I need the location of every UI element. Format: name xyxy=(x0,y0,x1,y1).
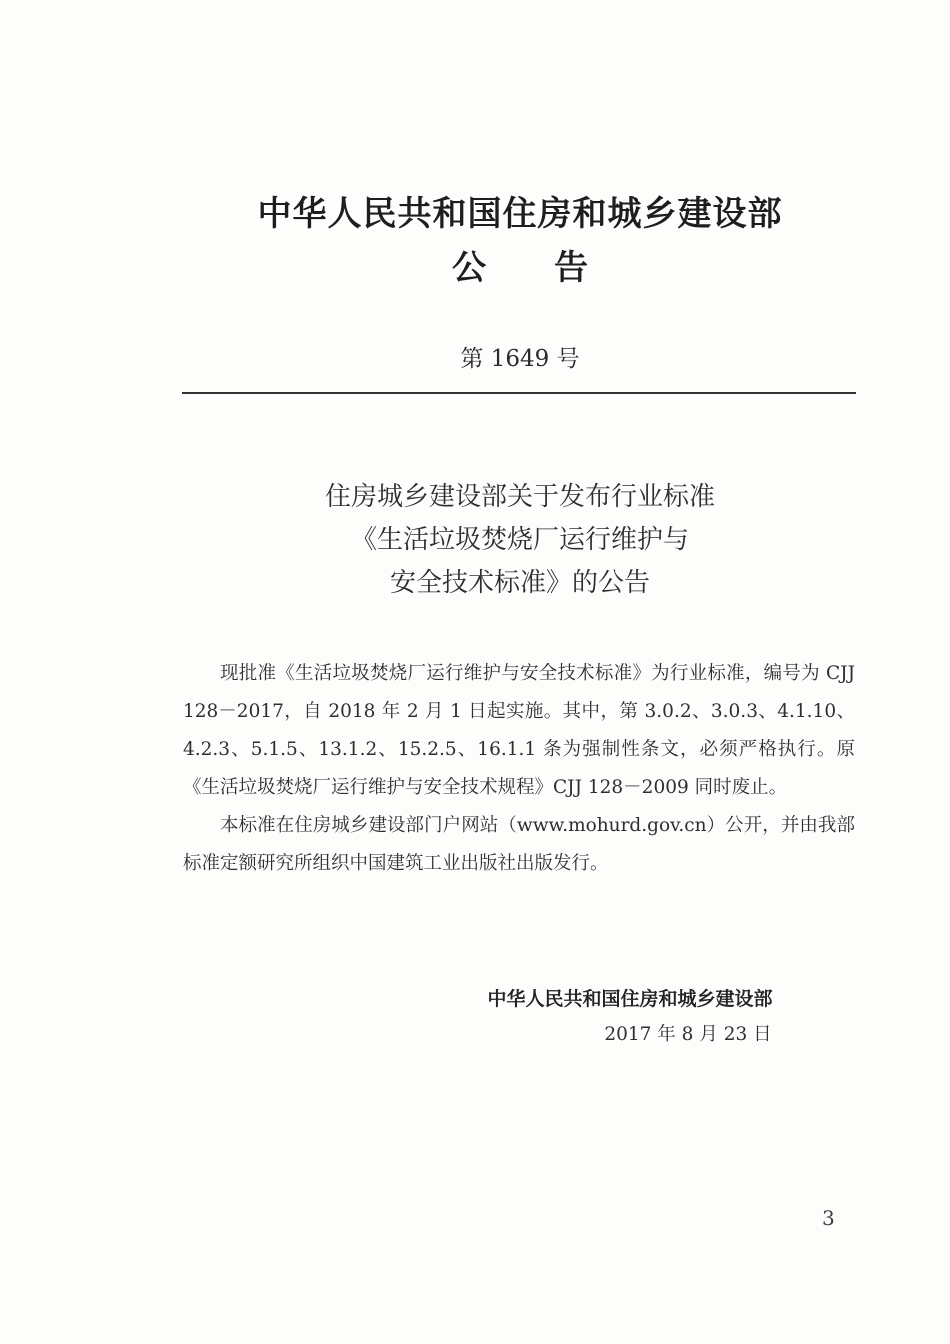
subject-line: 《生活垃圾焚烧厂运行维护与 xyxy=(350,525,689,555)
ministry-title: 中华人民共和国住房和城乡建设部 xyxy=(257,194,783,234)
body-paragraph: 本标准在住房城乡建设部门户网站（www.mohurd.gov.cn）公开，并由我部标准定额研究所组织中国建筑工业出版社出版发行。 xyxy=(183,815,855,874)
signature-date: 2017 年 8 月 23 日 xyxy=(604,1024,772,1045)
announcement-title: 公 告 xyxy=(452,248,588,288)
header-divider xyxy=(182,392,856,394)
signature-organization: 中华人民共和国住房和城乡建设部 xyxy=(487,988,773,1010)
announcement-number: 第 1649 号 xyxy=(460,346,580,372)
subject-heading xyxy=(0,476,950,605)
page-number: 3 xyxy=(822,1206,835,1230)
body-paragraph: 现批准《生活垃圾焚烧厂运行维护与安全技术标准》为行业标准，编号为 CJJ 128－2017，自 2018 年 2 月 1 日起实施。其中，第 3.0.2、3.0.3、4.1.10、4.2.3、5.1.5、13.1.2、15.2.5、16.1.1 条为强制性条文，必须严格执行。原《生活垃圾焚烧厂运行维护与安全技术规程》CJJ 128－2009 同时废止。 xyxy=(183,663,855,798)
body-text xyxy=(183,655,855,883)
subject-line: 安全技术标准》的公告 xyxy=(389,568,650,598)
subject-line: 住房城乡建设部关于发布行业标准 xyxy=(324,482,715,512)
